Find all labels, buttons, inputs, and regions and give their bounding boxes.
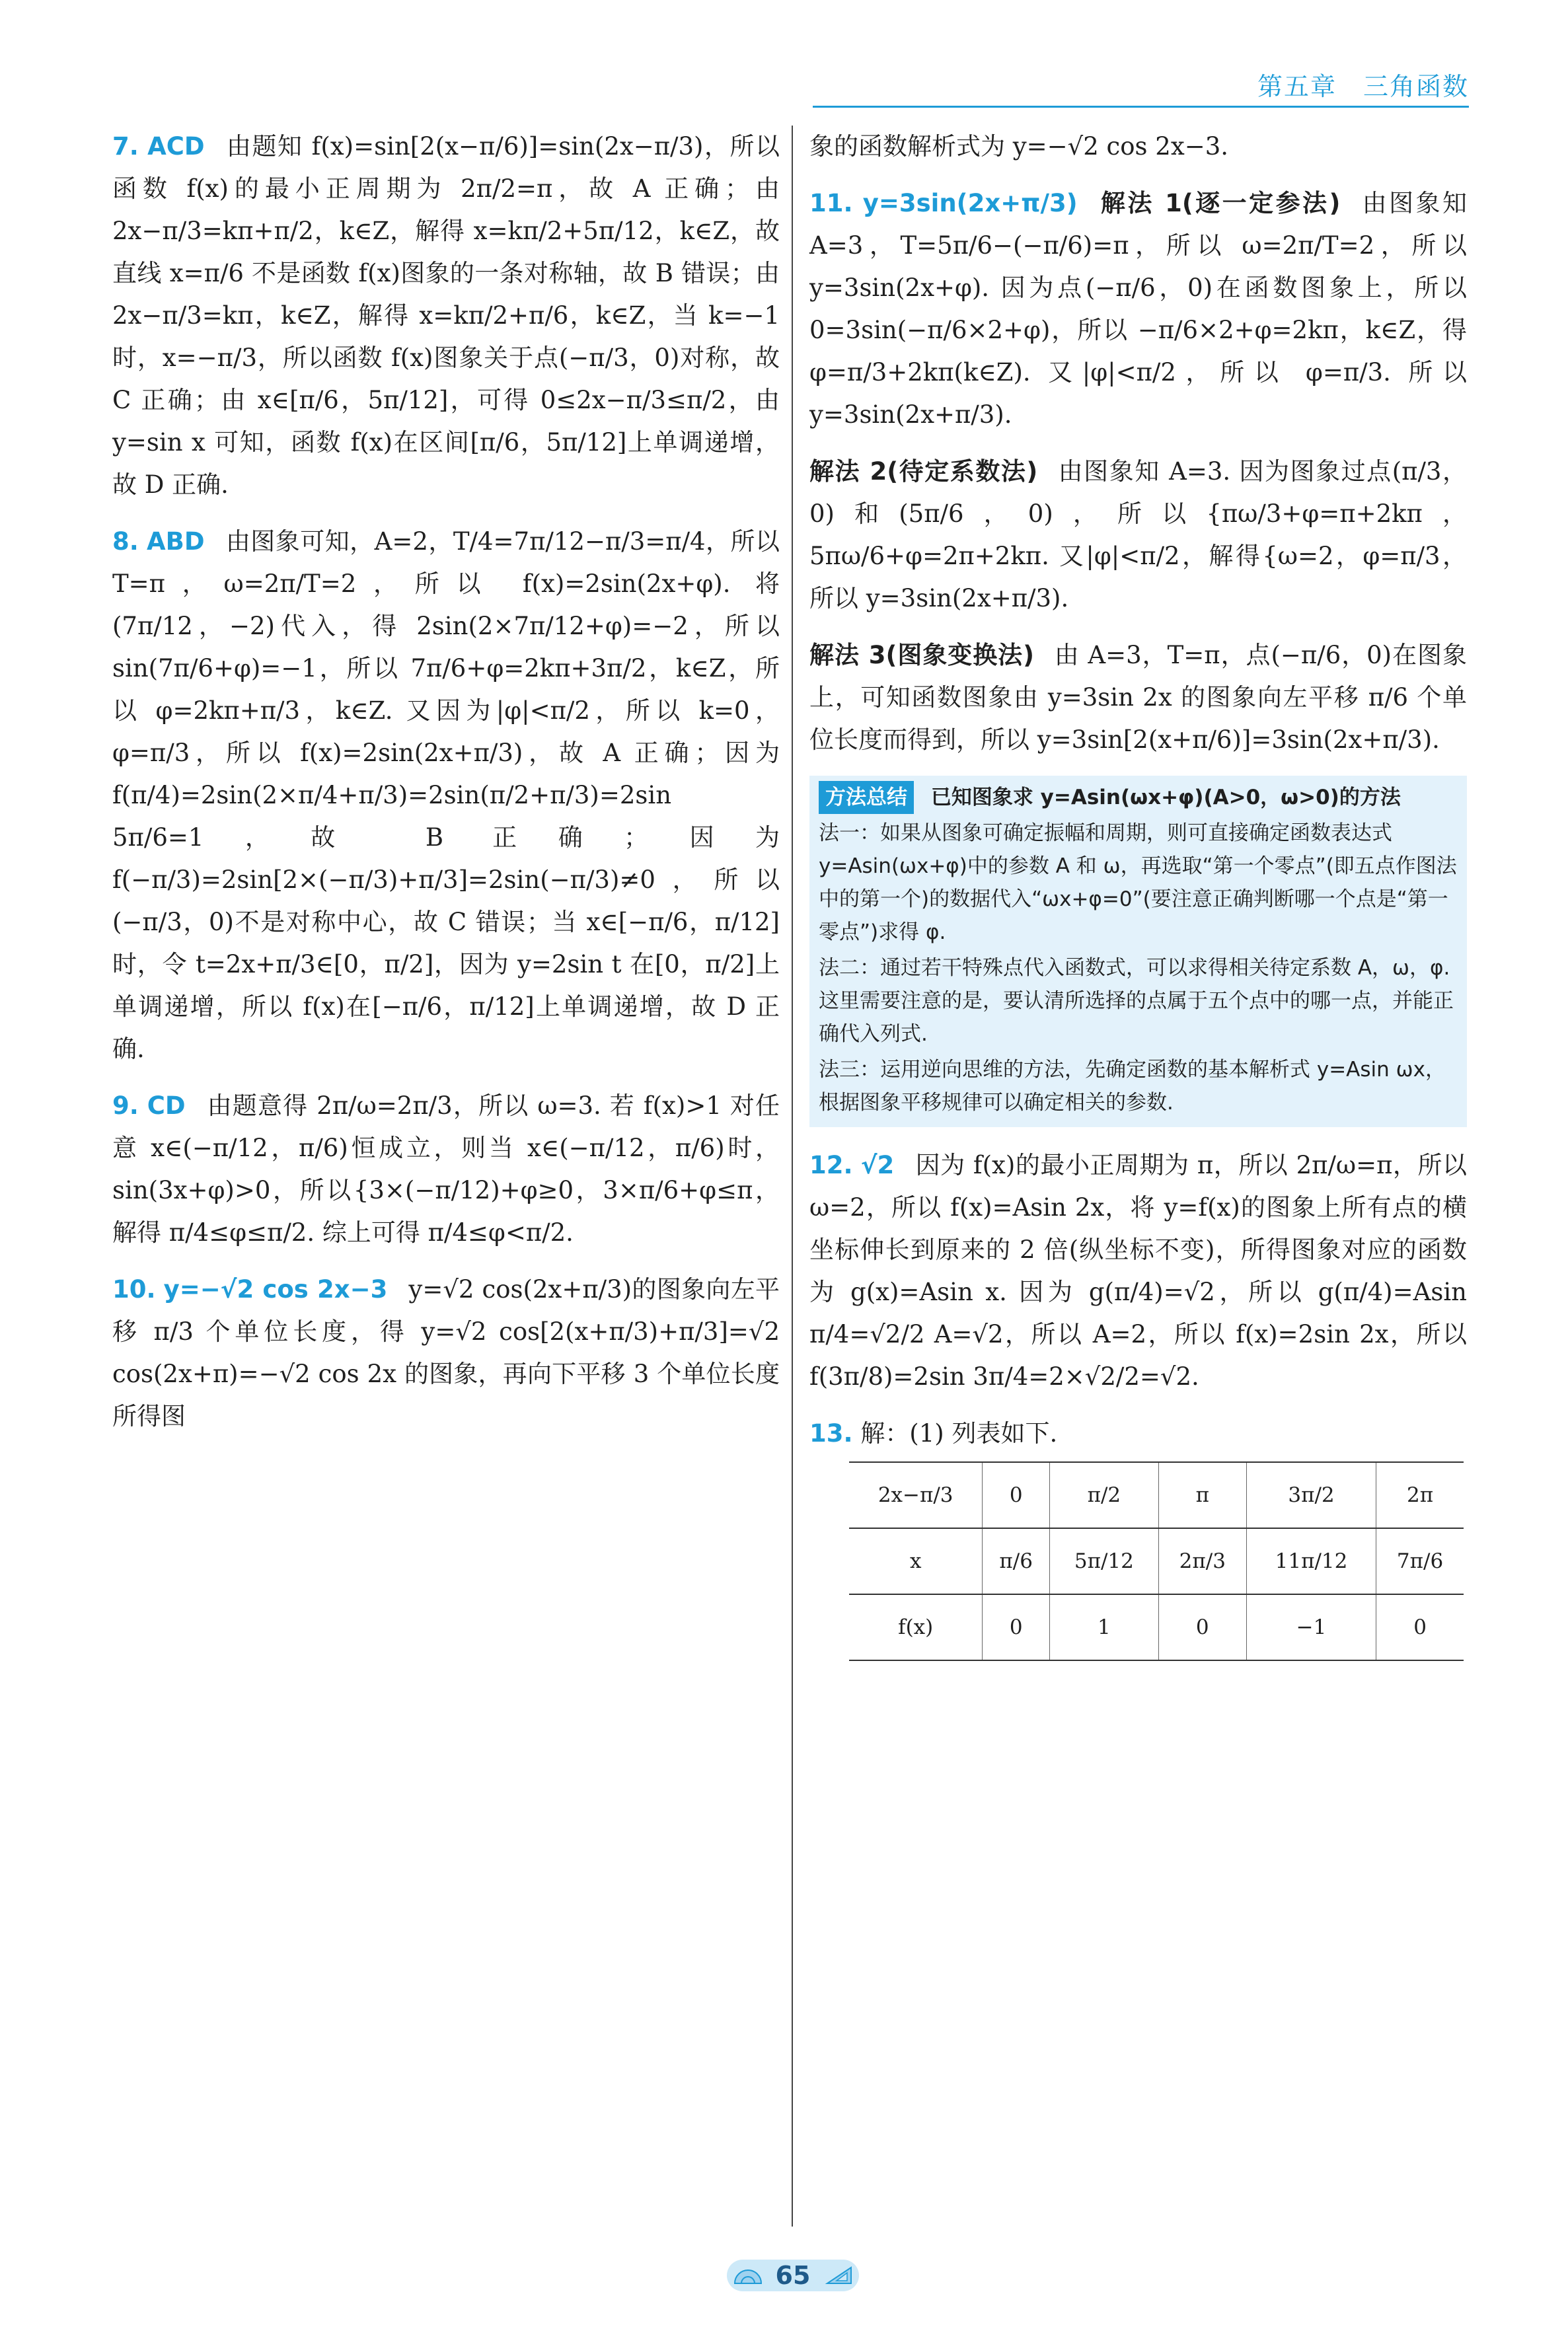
table-cell: π [1158,1462,1246,1528]
problem-number: 12. [809,1151,853,1179]
method-label: 解法 2(待定系数法) [809,457,1038,486]
summary-tag: 方法总结 [819,781,914,814]
table-cell: −1 [1246,1594,1376,1660]
solution-text: 由题知 f(x)=sin[2(x−π/6)]=sin(2x−π/3)，所以函数 f(x)的最小正周期为 2π/2=π，故 A 正确；由 2x−π/3=kπ+π/2，k∈Z，解得 x=kπ/2+5π/12，k∈Z，故直线 x=π/6 不是函数 f(x)图象的一条对称轴，故 B 错误；由 2x−π/3=kπ，k∈Z，解得 x=kπ/2+π/6，k∈Z，当 k=−1 时，x=−π/3，所以函数 f(x)图象关于点(−π/3，0)对称，故 C 正确；由 x∈[π/6，5π/12]，可得 0≤2x−π/3≤π/2，由 y=sin x 可知，函数 f(x)在区间[π/6，5π/12]上单调递增，故 D 正确. [112,132,788,499]
page-footer [727,2260,859,2291]
answer: ACD [147,132,205,161]
table-cell: 0 [983,1594,1050,1660]
solution-8 [112,521,788,1070]
solution-13 [809,1413,1467,1455]
solution-7 [112,126,788,506]
table-cell: x [849,1528,983,1594]
table-cell: 2π/3 [1158,1528,1246,1594]
table-row [849,1594,1464,1660]
value-table [849,1461,1464,1661]
table-cell: 1 [1050,1594,1159,1660]
answer: y=3sin(2x+π/3) [862,189,1078,217]
header-rule [813,106,1469,108]
problem-number: 13. [809,1419,853,1448]
table-cell: 3π/2 [1246,1462,1376,1528]
solution-12 [809,1144,1475,1398]
solution-9 [112,1085,780,1254]
table-cell: 11π/12 [1246,1528,1376,1594]
table-cell: 0 [1158,1594,1246,1660]
table-cell: 7π/6 [1376,1528,1464,1594]
solution-10-continued [809,126,1467,168]
table-row [849,1528,1464,1594]
solution-11-method-3 [809,634,1467,761]
table-cell: 0 [983,1462,1050,1528]
table-cell: π/2 [1050,1462,1159,1528]
answer: ABD [147,527,205,556]
solution-text: y=√2 cos(2x+π/3)的图象向左平移 π/3 个单位长度，得 y=√2 cos[2(x+π/3)+π/3]=√2 cos(2x+π)=−√2 cos 2x 的图象，再向下平移 3 个单位长度所得图 [112,1275,788,1430]
solution-text: 由 A=3，T=π，点(−π/6，0)在图象上，可知函数图象由 y=3sin 2x 的图象向左平移 π/6 个单位长度而得到，所以 y=3sin[2(x+π/6)]=3sin(2x+π/3). [809,641,1467,754]
table-cell: 0 [1376,1594,1464,1660]
solution-text: 由图象知 A=3. 因为图象过点(π/3，0)和(5π/6，0)，所以{πω/3+φ=π+2kπ，5πω/6+φ=2π+2kπ. 又|φ|<π/2，解得{ω=2，φ=π/3，所以 y=3sin(2x+π/3). [809,457,1467,612]
problem-number: 10. [112,1275,156,1304]
problem-number: 7. [112,132,139,161]
page-number: 65 [775,2261,811,2290]
summary-title: 已知图象求 y=Asin(ωx+φ)(A>0，ω>0)的方法 [930,786,1401,809]
summary-law-1: 法一：如果从图象可确定振幅和周期，则可直接确定函数表达式 y=Asin(ωx+φ)中的参数 A 和 ω，再选取“第一个零点”(即五点作图法中的第一个)的数据代入“ωx+φ=0”(要注意正确判断哪一个点是“第一零点”)求得 φ. [819,821,1457,944]
solution-text: 解：(1) 列表如下. [860,1419,1058,1448]
chapter-header: 第五章 三角函数 [1257,72,1469,101]
answer: √2 [860,1151,895,1179]
method-label: 解法 3(图象变换法) [809,641,1035,669]
right-column [809,126,1475,2253]
solution-11-method-1 [809,182,1475,436]
answer: CD [147,1091,186,1120]
table-cell: 2π [1376,1462,1464,1528]
table-cell: π/6 [983,1528,1050,1594]
summary-law-2: 法二：通过若干特殊点代入函数式，可以求得相关待定系数 A，ω，φ. 这里需要注意的是，要认清所选择的点属于五个点中的哪一点，并能正确代入列式. [819,956,1454,1046]
solution-text: 由图象知 A=3，T=5π/6−(−π/6)=π，所以 ω=2π/T=2，所以 y=3sin(2x+φ). 因为点(−π/6，0)在函数图象上，所以 0=3sin(−π/6×2+φ)，所以 −π/6×2+φ=2kπ，k∈Z，得 φ=π/3+2kπ(k∈Z). 又|φ|<π/2，所以 φ=π/3. 所以 y=3sin(2x+π/3). [809,189,1475,429]
solution-text: 象的函数解析式为 y=−√2 cos 2x−3. [809,132,1229,161]
set-square-icon [825,2265,854,2286]
solution-text: 因为 f(x)的最小正周期为 π，所以 2π/ω=π，所以 ω=2，所以 f(x)=Asin 2x，将 y=f(x)的图象上所有点的横坐标伸长到原来的 2 倍(纵坐标不变)，所得图象对应的函数为 g(x)=Asin x. 因为 g(π/4)=√2，所以 g(π/4)=Asin π/4=√2/2 A=√2，所以 A=2，所以 f(x)=2sin 2x，所以 f(3π/8)=2sin 3π/4=2×√2/2=√2. [809,1151,1475,1391]
solution-10 [112,1269,788,1438]
protractor-icon [733,2265,763,2286]
problem-number: 9. [112,1091,139,1120]
table-cell: 5π/12 [1050,1528,1159,1594]
problem-number: 8. [112,527,139,556]
problem-number: 11. [809,189,853,217]
solution-text: 由题意得 2π/ω=2π/3，所以 ω=3. 若 f(x)>1 对任意 x∈(−π/12，π/6)恒成立，则当 x∈(−π/12，π/6)时，sin(3x+φ)>0，所以{3×(−π/12)+φ≥0，3×π/6+φ≤π，解得 π/4≤φ≤π/2. 综上可得 π/4≤φ<π/2. [112,1091,780,1247]
method-label: 解法 1(逐一定参法) [1100,189,1341,217]
table-row [849,1462,1464,1528]
table-cell: f(x) [849,1594,983,1660]
method-summary-box [809,776,1467,1127]
column-divider [792,126,793,2227]
left-column [112,126,788,2253]
solution-11-method-2 [809,451,1467,620]
solution-text: 由图象可知，A=2，T/4=7π/12−π/3=π/4，所以 T=π，ω=2π/T=2，所以 f(x)=2sin(2x+φ). 将(7π/12，−2)代入，得 2sin(2×7π/12+φ)=−2，所以 sin(7π/6+φ)=−1，所以 7π/6+φ=2kπ+3π/2，k∈Z，所以 φ=2kπ+π/3，k∈Z. 又因为|φ|<π/2，所以 k=0，φ=π/3，所以 f(x)=2sin(2x+π/3)，故 A 正确；因为 f(π/4)=2sin(2×π/4+π/3)=2sin(π/2+π/3)=2sin 5π/6=1，故 B 正确；因为 f(−π/3)=2sin[2×(−π/3)+π/3]=2sin(−π/3)≠0，所以(−π/3，0)不是对称中心，故 C 错误；当 x∈[−π/6，π/12]时，令 t=2x+π/3∈[0，π/2]，因为 y=2sin t 在[0，π/2]上单调递增，所以 f(x)在[−π/6，π/12]上单调递增，故 D 正确. [112,527,788,1063]
summary-law-3: 法三：运用逆向思维的方法，先确定函数的基本解析式 y=Asin ωx，根据图象平移规律可以确定相关的参数. [819,1058,1446,1115]
answer: y=−√2 cos 2x−3 [163,1275,388,1304]
table-cell: 2x−π/3 [849,1462,983,1528]
